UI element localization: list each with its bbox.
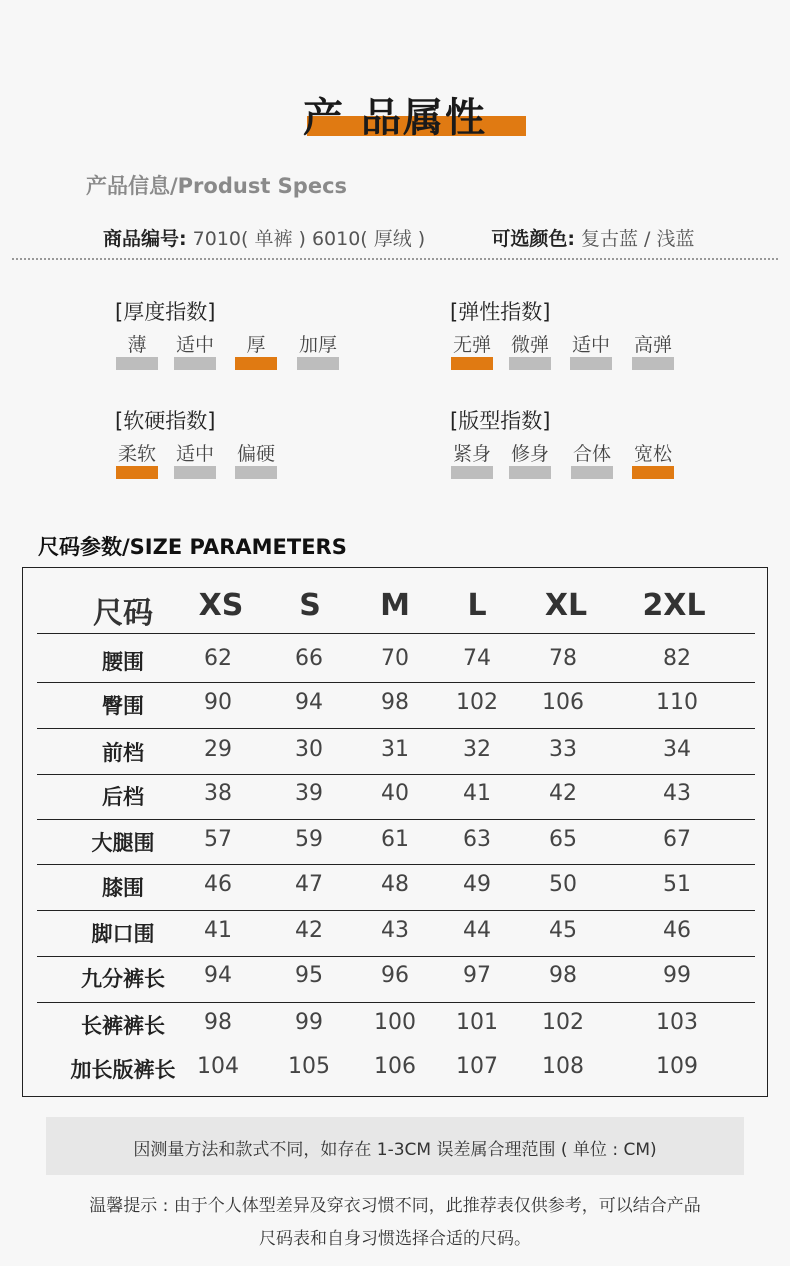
index-bar: [571, 466, 613, 479]
table-cell: 31: [381, 737, 409, 762]
table-row: [23, 862, 767, 907]
size-heading: 尺码参数/SIZE PARAMETERS: [38, 535, 347, 559]
table-cell: 34: [663, 737, 691, 762]
table-cell: 41: [204, 918, 232, 943]
table-cell: 59: [295, 827, 323, 852]
table-cell: 98: [549, 963, 577, 988]
header-cell: S: [299, 588, 321, 623]
table-cell: 32: [463, 737, 491, 762]
table-cell: 43: [663, 781, 691, 806]
table-cell: 48: [381, 872, 409, 897]
header-cell: M: [380, 588, 410, 623]
fit-index: [450, 405, 672, 465]
index-option: 宽松: [632, 439, 674, 466]
index-title: [弹性指数]: [450, 300, 551, 324]
index-option: 柔软: [116, 439, 158, 466]
product-code-value: 7010( 单裤 ) 6010( 厚绒 ): [192, 228, 426, 250]
index-bar: [235, 466, 277, 479]
table-cell: 78: [549, 646, 577, 671]
index-option: 厚: [235, 330, 277, 357]
index-bar: [297, 357, 339, 370]
index-bar: [116, 357, 158, 370]
table-cell: 39: [295, 781, 323, 806]
index-bar: [632, 357, 674, 370]
table-row: [23, 908, 767, 953]
index-option: 高弹: [632, 330, 674, 357]
index-option: 适中: [570, 330, 612, 357]
specs-heading: 产品信息/Produst Specs: [86, 174, 348, 198]
table-cell: 98: [204, 1010, 232, 1035]
row-label: 臀围: [102, 694, 144, 718]
table-cell: 95: [295, 963, 323, 988]
dotted-divider: [12, 258, 778, 260]
table-cell: 90: [204, 690, 232, 715]
table-cell: 99: [663, 963, 691, 988]
header-cell: 尺码: [93, 596, 153, 631]
table-cell: 109: [656, 1054, 698, 1079]
index-option: 修身: [509, 439, 551, 466]
table-cell: 98: [381, 690, 409, 715]
product-info-line: [103, 224, 694, 251]
header-cell: 2XL: [642, 588, 706, 623]
table-row: [23, 636, 767, 681]
row-label: 膝围: [102, 876, 144, 900]
index-bar: [174, 357, 216, 370]
row-label: 脚口围: [91, 922, 155, 946]
table-row: [23, 1000, 767, 1045]
index-option: 加厚: [297, 330, 339, 357]
index-title: [软硬指数]: [115, 409, 216, 433]
product-code-label: 商品编号:: [103, 228, 187, 250]
table-cell: 100: [374, 1010, 416, 1035]
table-cell: 42: [549, 781, 577, 806]
table-cell: 29: [204, 737, 232, 762]
table-row: [23, 680, 767, 725]
table-cell: 107: [456, 1054, 498, 1079]
table-cell: 46: [663, 918, 691, 943]
table-cell: 102: [542, 1010, 584, 1035]
index-bar: [116, 466, 158, 479]
size-table-header: [23, 568, 767, 634]
table-cell: 46: [204, 872, 232, 897]
table-cell: 62: [204, 646, 232, 671]
page-title: 产 品属性: [303, 95, 487, 141]
index-option: 适中: [174, 439, 216, 466]
header-cell: XS: [198, 588, 244, 623]
table-cell: 66: [295, 646, 323, 671]
table-row: [23, 771, 767, 816]
table-cell: 105: [288, 1054, 330, 1079]
row-label: 加长版裤长: [70, 1058, 176, 1082]
table-row: [23, 1044, 767, 1089]
index-option: 紧身: [451, 439, 493, 466]
table-cell: 44: [463, 918, 491, 943]
color-value: 复古蓝 / 浅蓝: [580, 228, 695, 250]
table-row: [23, 953, 767, 998]
table-cell: 94: [295, 690, 323, 715]
table-cell: 74: [463, 646, 491, 671]
row-label: 腰围: [102, 650, 144, 674]
index-option: 适中: [174, 330, 216, 357]
table-cell: 106: [374, 1054, 416, 1079]
row-label: 九分裤长: [81, 967, 165, 991]
index-option: 薄: [116, 330, 158, 357]
index-bar: [632, 466, 674, 479]
table-cell: 61: [381, 827, 409, 852]
index-bar: [235, 357, 277, 370]
table-cell: 57: [204, 827, 232, 852]
table-row: [23, 727, 767, 772]
table-cell: 102: [456, 690, 498, 715]
row-label: 长裤裤长: [81, 1014, 165, 1038]
table-cell: 41: [463, 781, 491, 806]
table-cell: 50: [549, 872, 577, 897]
table-cell: 94: [204, 963, 232, 988]
elasticity-index: [450, 296, 672, 356]
index-bar: [570, 357, 612, 370]
table-row-divider: [37, 633, 755, 634]
softness-index: [115, 405, 275, 465]
table-cell: 110: [656, 690, 698, 715]
index-option: 偏硬: [235, 439, 277, 466]
color-label: 可选颜色:: [491, 228, 575, 250]
index-bar: [451, 466, 493, 479]
table-cell: 43: [381, 918, 409, 943]
row-label: 后档: [102, 785, 144, 809]
row-label: 大腿围: [91, 831, 155, 855]
table-cell: 63: [463, 827, 491, 852]
index-bar: [509, 357, 551, 370]
table-cell: 96: [381, 963, 409, 988]
table-cell: 40: [381, 781, 409, 806]
table-cell: 101: [456, 1010, 498, 1035]
index-bar: [509, 466, 551, 479]
table-cell: 42: [295, 918, 323, 943]
tip-line-1: 温馨提示 : 由于个人体型差异及穿衣习惯不同，此推荐表仅供参考，可以结合产品: [89, 1196, 701, 1216]
tip-line-2: 尺码表和自身习惯选择合适的尺码。: [259, 1229, 531, 1249]
table-cell: 45: [549, 918, 577, 943]
table-cell: 51: [663, 872, 691, 897]
table-cell: 67: [663, 827, 691, 852]
header-cell: XL: [544, 588, 588, 623]
table-cell: 99: [295, 1010, 323, 1035]
table-cell: 70: [381, 646, 409, 671]
table-cell: 108: [542, 1054, 584, 1079]
index-option: 微弹: [509, 330, 551, 357]
table-cell: 103: [656, 1010, 698, 1035]
index-option: 无弹: [451, 330, 493, 357]
title-section: [0, 86, 790, 146]
index-option: 合体: [571, 439, 613, 466]
size-table: [22, 567, 768, 1097]
table-row: [23, 817, 767, 862]
header-cell: L: [467, 588, 487, 623]
row-label: 前档: [102, 741, 144, 765]
table-cell: 65: [549, 827, 577, 852]
table-cell: 33: [549, 737, 577, 762]
index-title: [版型指数]: [450, 409, 551, 433]
index-bar: [174, 466, 216, 479]
thickness-index: [115, 296, 337, 356]
table-cell: 106: [542, 690, 584, 715]
table-cell: 49: [463, 872, 491, 897]
table-cell: 97: [463, 963, 491, 988]
index-title: [厚度指数]: [115, 300, 216, 324]
table-cell: 38: [204, 781, 232, 806]
table-cell: 47: [295, 872, 323, 897]
measurement-note-text: 因测量方法和款式不同，如存在 1-3CM 误差属合理范围 ( 单位 : CM): [133, 1140, 657, 1160]
index-bar: [451, 357, 493, 370]
measurement-note: [46, 1117, 744, 1175]
table-cell: 104: [197, 1054, 239, 1079]
table-cell: 82: [663, 646, 691, 671]
table-cell: 30: [295, 737, 323, 762]
